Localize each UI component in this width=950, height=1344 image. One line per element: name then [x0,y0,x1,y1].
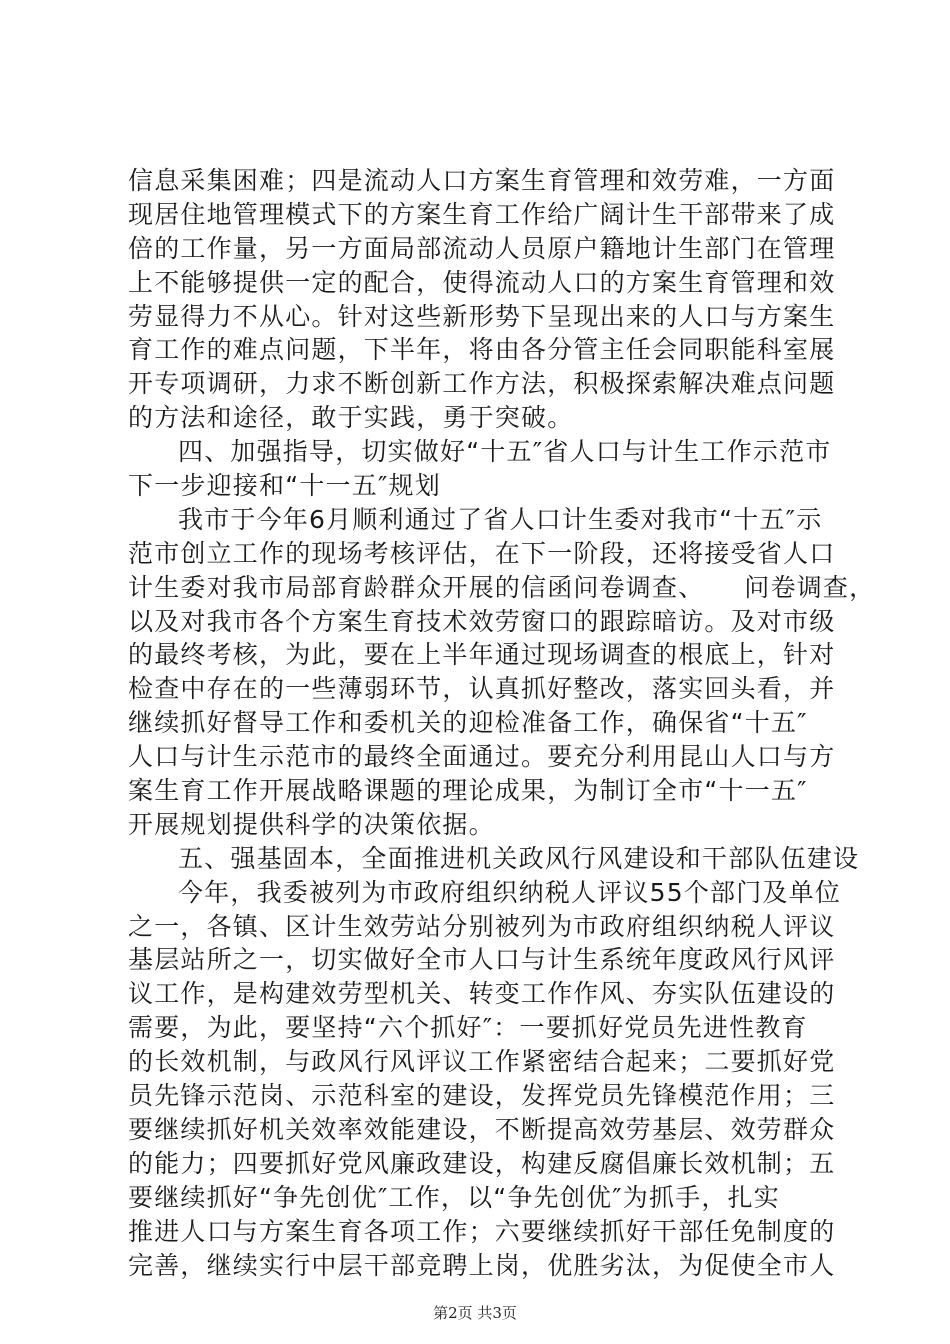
text-line: 推进人口与方案生育各项工作；六要继续抓好干部任免制度的 [128,1216,836,1246]
section-heading: 五、强基固本，全面推进机关政风行风建设和干部队伍建设 [178,843,860,873]
text-line: 开展规划提供科学的决策依据。 [128,809,495,839]
text-line: 劳显得力不从心。针对这些新形势下呈现出来的人口与方案生 [128,301,836,331]
text-line: 议工作，是构建效劳型机关、转变工作作风、夯实队伍建设的 [128,979,836,1009]
text-line: 之一，各镇、区计生效劳站分别被列为市政府组织纳税人评议 [128,911,836,941]
text-line: 要继续抓好机关效率效能建设，不断提高效劳基层、效劳群众 [128,1114,836,1144]
text-line: 的长效机制，与政风行风评议工作紧密结合起来；二要抓好党 [128,1047,836,1077]
text-line: 范市创立工作的现场考核评估，在下一阶段，还将接受省人口 [128,538,836,568]
text-line: 计生委对我市局部育龄群众开展的信函问卷调查、 问卷调查， [128,572,876,602]
page-number: 第2页 共3页 [433,1304,517,1322]
text-line: 基层站所之一，切实做好全市人口与计生系统年度政风行风评 [128,945,836,975]
text-line: 倍的工作量，另一方面局部流动人员原户籍地计生部门在管理 [128,233,836,263]
text-line: 需要，为此，要坚持“六个抓好″：一要抓好党员先进性教育 [128,1013,808,1043]
section-heading-cont: 下一步迎接和“十一五″规划 [128,471,441,501]
text-line: 要继续抓好“争先创优″工作，以“争先创优″为抓手，扎实 [128,1182,780,1212]
document-body [128,164,876,1282]
text-line: 开专项调研，力求不断创新工作方法，积极探索解决难点问题 [128,369,836,399]
text-line: 完善，继续实行中层干部竞聘上岗，优胜劣汰，为促使全市人 [128,1250,836,1280]
text-line: 信息采集困难；四是流动人口方案生育管理和效劳难，一方面 [128,166,836,195]
text-line: 员先锋示范岗、示范科室的建设，发挥党员先锋模范作用；三 [128,1081,836,1111]
text-line: 今年，我委被列为市政府组织纳税人评议55个部门及单位 [178,877,842,907]
text-line: 检查中存在的一些薄弱环节，认真抓好整改，落实回头看，并 [128,674,836,704]
text-line: 的能力；四要抓好党风廉政建设，构建反腐倡廉长效机制；五 [128,1148,836,1178]
text-line: 的方法和途径，敢于实践，勇于突破。 [128,403,574,433]
text-line: 以及对我市各个方案生育技术效劳窗口的跟踪暗访。及对市级 [128,606,836,636]
text-line: 人口与计生示范市的最终全面通过。要充分利用昆山人口与方 [128,742,836,772]
text-line: 继续抓好督导工作和委机关的迎检准备工作，确保省“十五″ [128,708,808,738]
text-line: 上不能够提供一定的配合，使得流动人口的方案生育管理和效 [128,267,836,297]
text-line: 的最终考核，为此，要在上半年通过现场调查的根底上，针对 [128,640,836,670]
text-line: 育工作的难点问题，下半年，将由各分管主任会同职能科室展 [128,335,836,365]
text-line: 案生育工作开展战略课题的理论成果，为制订全市“十一五″ [128,776,808,806]
text-line: 我市于今年6月顺利通过了省人口计生委对我市“十五″示 [178,504,823,534]
section-heading: 四、加强指导，切实做好“十五″省人口与计生工作示范市 [178,437,832,467]
text-line: 现居住地管理模式下的方案生育工作给广阔计生干部带来了成 [128,199,836,229]
